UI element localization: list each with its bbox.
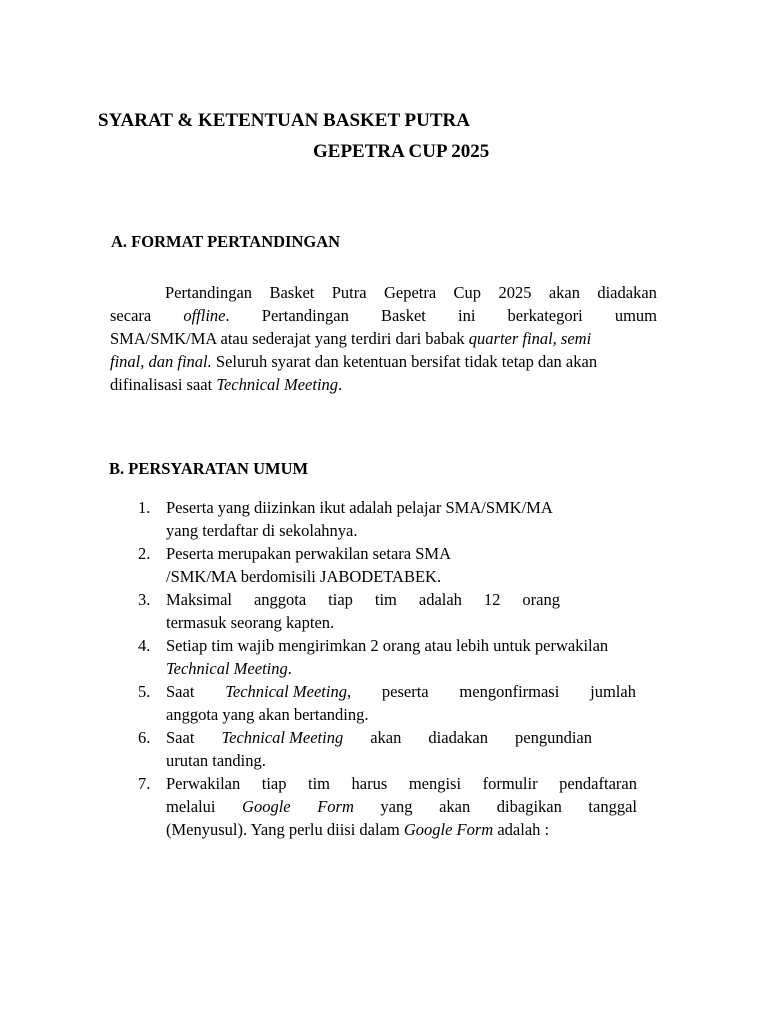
list-item-number: 3. — [138, 590, 151, 609]
document-title-line-1: SYARAT & KETENTUAN BASKET PUTRA — [98, 110, 470, 131]
list-item-text: Technical Meeting. — [166, 659, 292, 678]
list-item-text: Setiap tim wajib mengirimkan 2 orang atau lebih untuk perwakilan — [166, 636, 609, 655]
list-item-text: Perwakilan tiap tim harus mengisi formulir pendaftaran — [166, 774, 637, 793]
list-item-number: 2. — [138, 544, 151, 563]
list-item-text: Saat Technical Meeting akan diadakan pengundian — [166, 728, 592, 747]
paragraph-line: Pertandingan Basket Putra Gepetra Cup 2025 akan diadakan — [165, 283, 657, 302]
list-item-text: (Menyusul). Yang perlu diisi dalam Google Form adalah : — [166, 820, 550, 839]
section-b-heading: B. PERSYARATAN UMUM — [109, 459, 309, 478]
list-item-text: Peserta merupakan perwakilan setara SMA — [166, 544, 451, 563]
list-item-number: 1. — [138, 498, 151, 517]
list-item-text: yang terdaftar di sekolahnya. — [166, 521, 358, 540]
list-item-text: melalui Google Form yang akan dibagikan tanggal — [166, 797, 637, 816]
list-item-text: termasuk seorang kapten. — [166, 613, 335, 632]
list-item-text: Peserta yang diizinkan ikut adalah pelajar SMA/SMK/MA — [166, 498, 553, 517]
list-item-number: 5. — [138, 682, 151, 701]
list-item-text: /SMK/MA berdomisili JABODETABEK. — [166, 567, 442, 586]
list-item-number: 7. — [138, 774, 151, 793]
list-item-text: anggota yang akan bertanding. — [166, 705, 369, 724]
list-item-number: 6. — [138, 728, 151, 747]
list-item-text: urutan tanding. — [166, 751, 266, 770]
paragraph-line: difinalisasi saat Technical Meeting. — [110, 375, 343, 394]
list-item-text: Maksimal anggota tiap tim adalah 12 orang — [166, 590, 560, 609]
paragraph-line: secara offline. Pertandingan Basket ini berkategori umum — [110, 306, 657, 325]
list-item-text: Saat Technical Meeting, peserta mengonfirmasi jumlah — [166, 682, 636, 701]
list-item-number: 4. — [138, 636, 151, 655]
document-title-line-2: GEPETRA CUP 2025 — [313, 141, 490, 162]
paragraph-line: final, dan final. Seluruh syarat dan ketentuan bersifat tidak tetap dan akan — [110, 352, 598, 371]
section-a-heading: A. FORMAT PERTANDINGAN — [111, 232, 341, 251]
paragraph-line: SMA/SMK/MA atau sederajat yang terdiri dari babak quarter final, semi — [110, 329, 592, 348]
